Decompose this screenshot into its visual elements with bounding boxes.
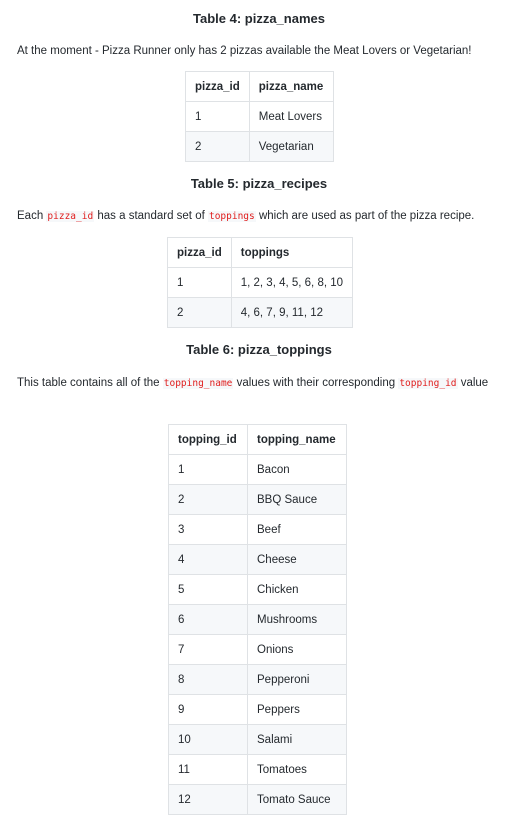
table-row xyxy=(169,605,347,635)
cell-topping-id: 10 xyxy=(169,725,248,755)
pizza-toppings-table xyxy=(168,424,347,815)
intro-text: Each xyxy=(17,210,47,222)
intro-text: which are used as part of the pizza recipe. xyxy=(255,210,475,222)
cell-topping-id: 6 xyxy=(169,605,248,635)
cell-topping-id: 7 xyxy=(169,635,248,665)
cell-topping-name: BBQ Sauce xyxy=(248,485,347,515)
toppings-table-body xyxy=(169,455,347,815)
table-row xyxy=(169,755,347,785)
cell-topping-name: Onions xyxy=(248,635,347,665)
table-row xyxy=(169,665,347,695)
column-header-topping-name: topping_name xyxy=(248,425,347,455)
cell-topping-name: Chicken xyxy=(248,575,347,605)
pizza-names-table xyxy=(185,71,334,162)
column-header-toppings: toppings xyxy=(231,238,352,268)
cell-topping-name: Peppers xyxy=(248,695,347,725)
intro-text: value xyxy=(457,377,489,389)
cell-topping-name: Bacon xyxy=(248,455,347,485)
table-row xyxy=(169,455,347,485)
cell-topping-name: Tomato Sauce xyxy=(248,785,347,815)
inline-code-topping-id: topping_id xyxy=(399,378,457,389)
intro-text: This table contains all of the xyxy=(17,377,163,389)
table6-heading: Table 6: pizza_toppings xyxy=(186,342,332,357)
table4-heading: Table 4: pizza_names xyxy=(193,11,325,26)
cell-topping-id: 5 xyxy=(169,575,248,605)
column-header-pizza-id: pizza_id xyxy=(168,238,232,268)
cell-topping-name: Tomatoes xyxy=(248,755,347,785)
table-row xyxy=(169,635,347,665)
cell-topping-id: 11 xyxy=(169,755,248,785)
table-row xyxy=(169,575,347,605)
cell-topping-id: 2 xyxy=(169,485,248,515)
table-row xyxy=(169,785,347,815)
table-row xyxy=(169,545,347,575)
cell-topping-name: Salami xyxy=(248,725,347,755)
cell-pizza-id: 1 xyxy=(186,102,250,132)
cell-topping-name: Mushrooms xyxy=(248,605,347,635)
table-row xyxy=(169,725,347,755)
inline-code-pizza-id: pizza_id xyxy=(47,211,94,222)
table-row xyxy=(186,132,334,162)
cell-pizza-id: 2 xyxy=(186,132,250,162)
column-header-pizza-name: pizza_name xyxy=(249,72,333,102)
cell-topping-name: Beef xyxy=(248,515,347,545)
cell-pizza-id: 1 xyxy=(168,268,232,298)
table-row xyxy=(168,298,353,328)
cell-pizza-name: Vegetarian xyxy=(249,132,333,162)
cell-pizza-id: 2 xyxy=(168,298,232,328)
cell-topping-id: 3 xyxy=(169,515,248,545)
table5-intro xyxy=(17,206,501,227)
cell-topping-name: Cheese xyxy=(248,545,347,575)
cell-topping-id: 1 xyxy=(169,455,248,485)
inline-code-topping-name: topping_name xyxy=(163,378,233,389)
table-row xyxy=(169,515,347,545)
cell-pizza-name: Meat Lovers xyxy=(249,102,333,132)
cell-topping-id: 9 xyxy=(169,695,248,725)
table-row xyxy=(169,485,347,515)
table5-heading: Table 5: pizza_recipes xyxy=(190,176,328,191)
table-row xyxy=(186,102,334,132)
intro-text: has a standard set of xyxy=(94,210,208,222)
inline-code-toppings: toppings xyxy=(208,211,255,222)
table-row xyxy=(169,695,347,725)
table4-intro: At the moment - Pizza Runner only has 2 pizzas available the Meat Lovers or Vegetarian! xyxy=(17,45,472,57)
intro-text: values with their corresponding xyxy=(233,377,399,389)
table-row xyxy=(168,268,353,298)
column-header-topping-id: topping_id xyxy=(169,425,248,455)
cell-toppings: 4, 6, 7, 9, 11, 12 xyxy=(231,298,352,328)
cell-topping-id: 4 xyxy=(169,545,248,575)
column-header-pizza-id: pizza_id xyxy=(186,72,250,102)
cell-topping-id: 8 xyxy=(169,665,248,695)
cell-topping-name: Pepperoni xyxy=(248,665,347,695)
cell-toppings: 1, 2, 3, 4, 5, 6, 8, 10 xyxy=(231,268,352,298)
cell-topping-id: 12 xyxy=(169,785,248,815)
table6-intro xyxy=(17,373,497,394)
pizza-recipes-table xyxy=(167,237,353,328)
